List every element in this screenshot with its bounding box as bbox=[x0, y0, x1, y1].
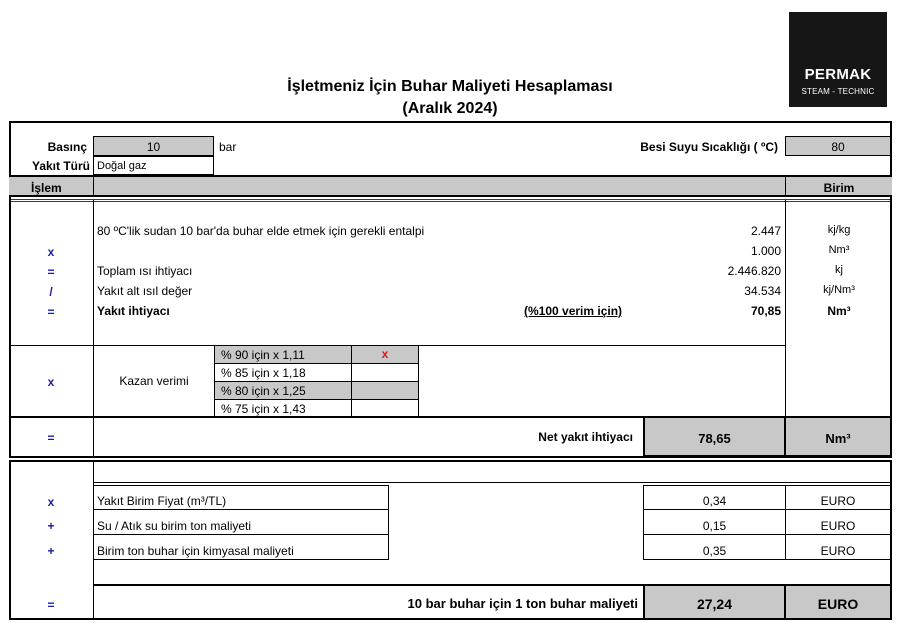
selected-mark-icon: x bbox=[381, 347, 389, 361]
total-unit: EURO bbox=[784, 584, 892, 620]
net-fuel-unit: Nm³ bbox=[784, 416, 892, 457]
calc-row-unit: kj bbox=[835, 264, 843, 276]
boiler-option-label: % 85 için x 1,18 bbox=[221, 366, 306, 380]
cost-row-desc: Yakıt Birim Fiyat (m³/TL) bbox=[93, 485, 389, 510]
calc-row-desc: 80 ºC'lik sudan 10 bar'da buhar elde etmek için gerekli entalpi bbox=[97, 224, 425, 238]
total-value: 27,24 bbox=[643, 584, 786, 620]
calc-row-op: x bbox=[47, 245, 55, 259]
cost-row-value[interactable]: 0,35 bbox=[643, 534, 786, 560]
calc-row-desc: Yakıt ihtiyacı bbox=[97, 304, 170, 318]
cost-row-unit: EURO bbox=[785, 534, 891, 560]
boiler-option-label: % 75 için x 1,43 bbox=[221, 402, 306, 416]
boiler-option-label: % 80 için x 1,25 bbox=[221, 384, 306, 398]
feedwater-field[interactable]: 80 bbox=[785, 136, 891, 156]
calc-row-op: / bbox=[49, 285, 53, 299]
boiler-label: Kazan verimi bbox=[119, 374, 189, 388]
fuel-field[interactable]: Doğal gaz bbox=[93, 156, 214, 175]
cost-row-op: + bbox=[47, 519, 55, 533]
page-subtitle: (Aralık 2024) bbox=[402, 100, 498, 117]
calc-row-unit: kj/kg bbox=[827, 224, 851, 236]
boiler-op: x bbox=[47, 375, 55, 389]
cost-row-unit: EURO bbox=[785, 509, 891, 535]
calc-row-value: 2.447 bbox=[750, 224, 781, 238]
pressure-label: Basınç bbox=[47, 140, 87, 154]
calc-row-unit: kj/Nm³ bbox=[823, 284, 855, 296]
cost-row-value[interactable]: 0,15 bbox=[643, 509, 786, 535]
cost-row-value[interactable]: 0,34 bbox=[643, 485, 786, 510]
pressure-unit: bar bbox=[219, 140, 237, 154]
cost-row-op: + bbox=[47, 544, 55, 558]
calc-row-desc: Yakıt alt ısıl değer bbox=[97, 284, 193, 298]
cost-row-op: x bbox=[47, 495, 55, 509]
total-label: 10 bar buhar için 1 ton buhar maliyeti bbox=[407, 596, 638, 611]
net-fuel-value: 78,65 bbox=[643, 416, 786, 457]
cost-row-desc: Birim ton buhar için kimyasal maliyeti bbox=[93, 534, 389, 560]
calc-row-value: 1.000 bbox=[750, 244, 781, 258]
feedwater-label: Besi Suyu Sıcaklığı ( ºC) bbox=[640, 140, 778, 154]
logo-brand: PERMAK bbox=[804, 66, 872, 83]
header-unit: Birim bbox=[823, 181, 855, 195]
logo-tagline: STEAM - TECHNIC bbox=[801, 87, 875, 96]
calc-row-unit: Nm³ bbox=[827, 304, 851, 318]
calc-row-value: 34.534 bbox=[744, 284, 781, 298]
calc-row-op: = bbox=[47, 265, 55, 279]
page-title: İşletmeniz İçin Buhar Maliyeti Hesaplaması bbox=[287, 78, 613, 95]
calc-row-desc: Toplam ısı ihtiyacı bbox=[97, 264, 193, 278]
net-fuel-label: Net yakıt ihtiyacı bbox=[538, 430, 633, 444]
header-operation: İşlem bbox=[31, 181, 62, 195]
fuel-label: Yakıt Türü bbox=[31, 159, 90, 173]
calc-row-value: 2.446.820 bbox=[727, 264, 781, 278]
calc-row-note: (%100 verim için) bbox=[524, 304, 623, 318]
total-op: = bbox=[47, 598, 55, 612]
calc-row-op: = bbox=[47, 305, 55, 319]
header-bar bbox=[9, 175, 892, 197]
boiler-option-label: % 90 için x 1,11 bbox=[221, 348, 305, 362]
calc-row-unit: Nm³ bbox=[828, 244, 850, 256]
net-fuel-op: = bbox=[47, 431, 55, 445]
cost-row-unit: EURO bbox=[785, 485, 891, 510]
cost-row-desc: Su / Atık su birim ton maliyeti bbox=[93, 509, 389, 535]
permak-logo bbox=[789, 12, 887, 107]
boiler-options bbox=[214, 345, 419, 417]
calc-row-value: 70,85 bbox=[750, 304, 781, 318]
pressure-field[interactable]: 10 bbox=[93, 136, 214, 156]
